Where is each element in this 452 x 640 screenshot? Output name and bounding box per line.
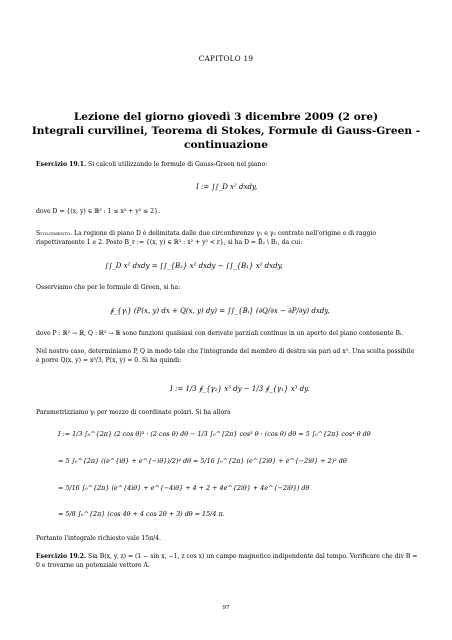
conclusion-text: Pertanto l'integrale richiesto vale 15π/4.	[36, 535, 162, 542]
lecture-title-line-1: Lezione del giorno giovedì 3 dicembre 2009 (2 ore)	[73, 111, 379, 123]
green-intro: Osserviamo che per le formule di Green, si ha:	[36, 284, 181, 291]
choice-of-PQ-text: Nel nostro caso, determiniamo P, Q in modo tale che l'integranda del membro di destra sia pari ad x². Una scelta possibile è porre Q(x, y) = x³/3, P(x, y) = 0. Si ha quindi:	[36, 348, 415, 364]
exercise-label: Esercizio 19.2.	[36, 553, 87, 560]
exercise-19-2	[36, 553, 418, 570]
lecture-title-line-3: continuazione	[184, 139, 268, 151]
equation-green-formula: ∮_{γᵢ} (P(x, y) dx + Q(x, y) dy) = ∫∫_{Bᵢ} (∂Q/∂x − ∂P/∂y) dxdy,	[110, 307, 330, 315]
calculation-step-1: I := 1/3 ∫₀^{2π} (2 cos θ)³ · (2 cos θ) dθ − 1/3 ∫₀^{2π} cos³ θ · (cos θ) dθ = 5 ∫₀^{2π} cos⁴ θ dθ	[58, 430, 371, 438]
equation-integral-I: I := ∫∫_D x² dxdy,	[196, 183, 258, 191]
calculation-step-3: = 5/16 ∫₀^{2π} (e^{4iθ} + e^{−4iθ} + 4 + 2 + 4e^{2iθ} + 4e^{−2iθ}) dθ	[58, 484, 310, 492]
page-number: 97	[222, 605, 230, 611]
exercise-label: Esercizio 19.1.	[36, 161, 87, 168]
exercise-text: Si calcoli utilizzando le formule di Gauss-Green nel piano:	[86, 161, 268, 168]
equation-split-domain: ∫∫_D x² dxdy = ∫∫_{B₂} x² dxdy − ∫∫_{B₁} x² dxdy,	[105, 262, 283, 270]
domain-definition: dove D = {(x, y) ∈ ℝ² : 1 ≤ x² + y² ≤ 2}.	[36, 208, 160, 215]
parametrization-text: Parametrizziamo γᵢ per mezzo di coordinate polari. Si ha allora	[36, 409, 231, 416]
lecture-title-line-2: Integrali curvilinei, Teorema di Stokes, Formule di Gauss-Green -	[31, 125, 421, 137]
calculation-step-2: = 5 ∫₀^{2π} ((e^{iθ} + e^{−iθ})/2)⁴ dθ = 5/16 ∫₀^{2π} (e^{2iθ} + e^{−2iθ} + 2)² dθ	[58, 457, 347, 465]
calculation-step-4: = 5/8 ∫₀^{2π} (cos 4θ + 4 cos 2θ + 3) dθ = 15/4 π.	[58, 510, 225, 518]
solution-label: Svolgimento.	[36, 230, 73, 237]
exercise-19-1	[36, 161, 418, 170]
green-functions-text: dove P : ℝ² → ℝ, Q : ℝ² → ℝ sono funzioni qualsiasi con derivate parziali continue in un aperto del piano contenente Bᵢ.	[36, 330, 404, 337]
solution-paragraph	[36, 230, 418, 247]
chapter-heading: CAPITOLO 19	[198, 54, 254, 63]
solution-text: La regione di piano D è delimitata dalle due circonferenze γ₁ e γ₂ centrate nell'origine e di raggio rispettivamente 1 e 2. Posto B_r := {(x, y) ∈ ℝ² : x² + y² < r}, si ha D = B̄₂ \ B₁, da cui:	[36, 230, 377, 246]
exercise-text: Sia B(x, y, z) = (1 − sin x, −1, z cos x) un campo magnetico indipendente dal tempo. Verificare che div B = 0 e trovarne un potenziale vettore A.	[36, 553, 418, 569]
equation-I-line-integrals: I := 1/3 ∮_{γ₂} x³ dy − 1/3 ∮_{γ₁} x³ dy.	[170, 385, 310, 393]
